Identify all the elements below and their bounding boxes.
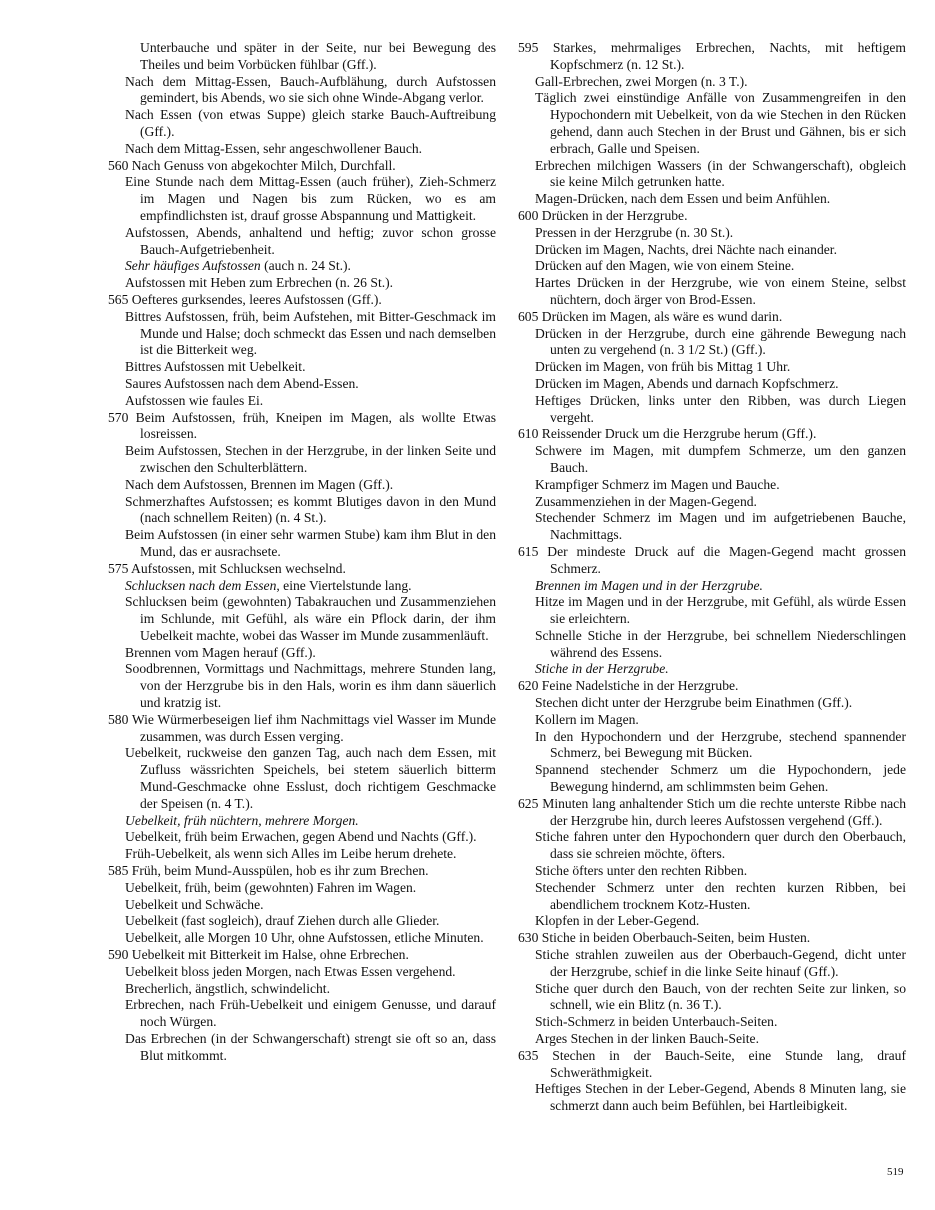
symptom-entry: 620 Feine Nadelstiche in der Herzgrube. [518,678,739,694]
symptom-entry: 610 Reissender Druck um die Herzgrube herum (Gff.). [518,426,817,442]
entry-number: 605 [518,308,542,324]
symptom-entry: Schlucksen nach dem Essen, eine Viertelstunde lang. [125,577,412,593]
symptom-entry: 575 Aufstossen, mit Schlucksen wechselnd. [108,560,346,576]
symptom-entry: Beim Aufstossen, Stechen in der Herzgrube, in der linken Seite und zwischen den Schulterblättern. [125,443,496,475]
symptom-entry: Pressen in der Herzgrube (n. 30 St.). [535,224,734,240]
page-number: 519 [887,1166,904,1178]
symptom-entry [518,578,906,595]
entry-number: 590 [108,947,132,963]
entry-number: 600 [518,207,542,223]
symptom-entry: Unterbauche und später in der Seite, nur bei Bewegung des Theiles und beim Vorbücken fühlbar (Gff.). [140,40,496,72]
italic-emphasis: Sehr häufiges Aufstossen [125,258,261,274]
symptom-entry: Spannend stechender Schmerz um die Hypochondern, jede Bewegung hindernd, am schlimmsten beim Gehen. [535,762,906,795]
symptom-entry: 630 Stiche in beiden Oberbauch-Seiten, beim Husten. [518,930,811,946]
symptom-entry: Bittres Aufstossen mit Uebelkeit. [125,359,306,375]
symptom-entry: 580 Wie Würmerbeseigen lief ihm Nachmittags viel Wasser im Munde zusammen, was durch Essen verging. [108,711,496,744]
left-column [108,40,496,1065]
symptom-entry: 600 Drücken in der Herzgrube. [518,207,688,223]
italic-emphasis: Brennen im Magen und in der Herzgrube. [535,577,763,593]
symptom-entry: Stiche fahren unter den Hypochondern quer durch den Oberbauch, dass sie schreien möchte, öfters. [535,829,906,862]
symptom-entry: Soodbrennen, Vormittags und Nachmittags, mehrere Stunden lang, von der Herzgrube bis in den Hals, worin es ihm dann säuerlich und kratzig ist. [125,661,496,711]
symptom-entry [518,661,906,678]
symptom-entry: Magen-Drücken, nach dem Essen und beim Anfühlen. [535,191,831,207]
symptom-entry: Drücken im Magen, Abends und darnach Kopfschmerz. [535,375,839,391]
symptom-entry: Sehr häufiges Aufstossen (auch n. 24 St.). [125,258,351,274]
entry-number: 620 [518,678,542,694]
entry-number: 580 [108,711,132,727]
symptom-entry: Uebelkeit bloss jeden Morgen, nach Etwas Essen vergehend. [125,963,456,979]
symptom-entry: Bittres Aufstossen, früh, beim Aufstehen, mit Bitter-Geschmack im Munde und Halse; doch schmeckt das Essen und nach demselben ist die Bitterkeit weg. [125,308,496,358]
symptom-entry: Nach dem Mittag-Essen, Bauch-Aufblähung, durch Aufstossen gemindert, bis Abends, wo sie sich ohne Winde-Abgang verlor. [125,73,496,106]
symptom-entry: Aufstossen wie faules Ei. [125,392,264,408]
symptom-entry: Uebelkeit, früh, beim (gewohnten) Fahren im Wagen. [125,879,417,895]
italic-emphasis: Stiche in der Herzgrube. [535,661,669,677]
symptom-entry: Eine Stunde nach dem Mittag-Essen (auch früher), Zieh-Schmerz im Magen und Nagen bis zum Rücken, wo es am empfindlichsten ist, drauf grosse Abspannung und Mattigkeit. [125,174,496,223]
symptom-entry: Uebelkeit, früh beim Erwachen, gegen Abend und Nachts (Gff.). [125,829,477,845]
italic-emphasis: Schlucksen nach dem Essen [125,577,277,593]
symptom-entry: Nach dem Mittag-Essen, sehr angeschwollener Bauch. [125,140,423,156]
symptom-entry: Das Erbrechen (in der Schwangerschaft) strengt sie oft so an, dass Blut mitkommt. [125,1031,496,1063]
symptom-entry: Drücken in der Herzgrube, durch eine gährende Bewegung nach unten zu vergehend (n. 3 1/2 St.) (Gff.). [535,325,906,358]
symptom-entry: Beim Aufstossen (in einer sehr warmen Stube) kam ihm Blut in den Mund, das er ausrachsete. [125,527,496,559]
symptom-entry: 570 Beim Aufstossen, früh, Kneipen im Magen, als wollte Etwas losreissen. [108,409,496,442]
symptom-entry: Schwere im Magen, mit dumpfem Schmerze, um den ganzen Bauch. [535,443,906,475]
symptom-entry: Nach Essen (von etwas Suppe) gleich starke Bauch-Auftreibung (Gff.). [125,107,496,139]
symptom-entry: 590 Uebelkeit mit Bitterkeit im Halse, ohne Erbrechen. [108,947,409,963]
symptom-entry: Stiche strahlen zuweilen aus der Oberbauch-Gegend, dicht unter der Herzgrube, schief in die linke Seite hinauf (Gff.). [535,947,906,979]
symptom-entry: 635 Stechen in der Bauch-Seite, eine Stunde lang, drauf Schweräthmigkeit. [518,1047,906,1080]
symptom-entry: Krampfiger Schmerz im Magen und Bauche. [535,476,780,492]
symptom-entry: Täglich zwei einstündige Anfälle von Zusammengreifen in den Hypochondern mit Uebelkeit, von da wie Stechen in den Rücken gehend, dann auch Stechen in der Brust und Gähnen, bis er sich erbrach, Galle und Speisen. [535,90,906,156]
symptom-entry: Klopfen in der Leber-Gegend. [535,913,700,929]
symptom-entry: Aufstossen mit Heben zum Erbrechen (n. 26 St.). [125,275,394,291]
symptom-entry: 605 Drücken im Magen, als wäre es wund darin. [518,308,783,324]
symptom-entry: Früh-Uebelkeit, als wenn sich Alles im Leibe herum drehete. [125,846,457,862]
symptom-entry: Uebelkeit, ruckweise den ganzen Tag, auch nach dem Essen, mit Zufluss wässrichten Speichels, bei stetem säuerlich bitterm Mund-Geschmacke ohne Esslust, doch richtigem Geschmacke der Speisen (n. 4 T.). [125,745,496,811]
symptom-entry: Heftiges Stechen in der Leber-Gegend, Abends 8 Minuten lang, sie schmerzt dann auch beim Befühlen, bei Hartleibigkeit. [535,1081,906,1114]
symptom-entry: 565 Oefteres gurksendes, leeres Aufstossen (Gff.). [108,291,382,307]
symptom-entry: Arges Stechen in der linken Bauch-Seite. [535,1031,759,1047]
symptom-entry [108,813,496,830]
symptom-entry: Stich-Schmerz in beiden Unterbauch-Seiten. [535,1014,778,1030]
entry-number: 595 [518,40,553,55]
symptom-entry: Schnelle Stiche in der Herzgrube, bei schnellem Niederschlingen während des Essens. [535,627,906,660]
symptom-entry: 560 Nach Genuss von abgekochter Milch, Durchfall. [108,157,396,173]
italic-emphasis: Uebelkeit, früh nüchtern, mehrere Morgen. [125,812,359,828]
symptom-entry: Brennen vom Magen herauf (Gff.). [125,644,316,660]
entry-number: 575 [108,560,132,576]
symptom-entry: 615 Der mindeste Druck auf die Magen-Gegend macht grossen Schmerz. [518,543,906,576]
symptom-entry: Schlucksen beim (gewohnten) Tabakrauchen und Zusammenziehen im Schlunde, mit Gefühl, als wäre ein Pflock darin, der ihm Uebelkeit machte, wobei das Wasser im Munde zusammenläuft. [125,594,496,643]
symptom-entry: Aufstossen, Abends, anhaltend und heftig; zuvor schon grosse Bauch-Aufgetriebenheit. [125,224,496,257]
symptom-entry: Stechen dicht unter der Herzgrube beim Einathmen (Gff.). [535,695,853,711]
symptom-entry: Saures Aufstossen nach dem Abend-Essen. [125,375,359,391]
symptom-entry: Hitze im Magen und in der Herzgrube, mit Gefühl, als würde Essen sie erleichtern. [535,594,906,627]
symptom-entry: Hartes Drücken in der Herzgrube, wie von einem Steine, selbst nüchtern, doch ärger von Brod-Essen. [535,275,906,307]
entry-number: 615 [518,543,548,559]
entry-number: 610 [518,426,542,442]
symptom-entry: Kollern im Magen. [535,711,639,727]
symptom-entry: 595 Starkes, mehrmaliges Erbrechen, Nachts, mit heftigem Kopfschmerz (n. 12 St.). [518,40,906,72]
symptom-entry: Zusammenziehen in der Magen-Gegend. [535,493,757,509]
symptom-entry: Nach dem Aufstossen, Brennen im Magen (Gff.). [125,476,394,492]
symptom-entry: Stechender Schmerz unter den rechten kurzen Ribben, bei abendlichem trocknem Kotz-Husten. [535,879,906,912]
symptom-entry: In den Hypochondern und der Herzgrube, stechend spannender Schmerz, bei Bewegung mit Bücken. [535,728,906,761]
symptom-entry: Uebelkeit (fast sogleich), drauf Ziehen durch alle Glieder. [125,913,440,929]
symptom-entry: Schmerzhaftes Aufstossen; es kommt Blutiges davon in den Mund (nach schnellem Reiten) (n. 4 St.). [125,493,496,526]
symptom-entry: Uebelkeit und Schwäche. [125,896,264,912]
symptom-entry: Uebelkeit, alle Morgen 10 Uhr, ohne Aufstossen, etliche Minuten. [125,930,484,946]
symptom-entry: Erbrechen, nach Früh-Uebelkeit und einigem Genusse, und darauf noch Würgen. [125,997,496,1030]
entry-number: 635 [518,1047,553,1063]
symptom-entry: Gall-Erbrechen, zwei Morgen (n. 3 T.). [535,73,748,89]
entry-number: 565 [108,291,132,307]
symptom-entry: 585 Früh, beim Mund-Ausspülen, hob es ihr zum Brechen. [108,863,429,879]
entry-number: 630 [518,930,542,946]
symptom-entry: Stiche öfters unter den rechten Ribben. [535,863,748,879]
right-column [518,40,906,1115]
entry-number: 560 [108,157,132,173]
symptom-entry: Stechender Schmerz im Magen und im aufgetriebenen Bauche, Nachmittags. [535,510,906,543]
symptom-entry: Drücken auf den Magen, wie von einem Steine. [535,258,795,274]
entry-number: 585 [108,863,132,879]
entry-number: 625 [518,795,543,811]
symptom-entry: Heftiges Drücken, links unter den Ribben, was durch Liegen vergeht. [535,392,906,425]
symptom-entry: Drücken im Magen, Nachts, drei Nächte nach einander. [535,241,837,257]
symptom-entry: 625 Minuten lang anhaltender Stich um die rechte unterste Ribbe nach der Herzgrube hin, durch leeres Aufstossen vergehend (Gff.). [518,795,906,828]
symptom-entry: Brecherlich, ängstlich, schwindelicht. [125,980,330,996]
symptom-entry: Stiche quer durch den Bauch, von der rechten Seite zur linken, so schnell, wie ein Blitz (n. 36 T.). [535,980,906,1013]
symptom-entry: Erbrechen milchigen Wassers (in der Schwangerschaft), obgleich sie keine Milch getrunken hatte. [535,157,906,190]
entry-number: 570 [108,409,136,425]
symptom-entry: Drücken im Magen, von früh bis Mittag 1 Uhr. [535,359,791,375]
